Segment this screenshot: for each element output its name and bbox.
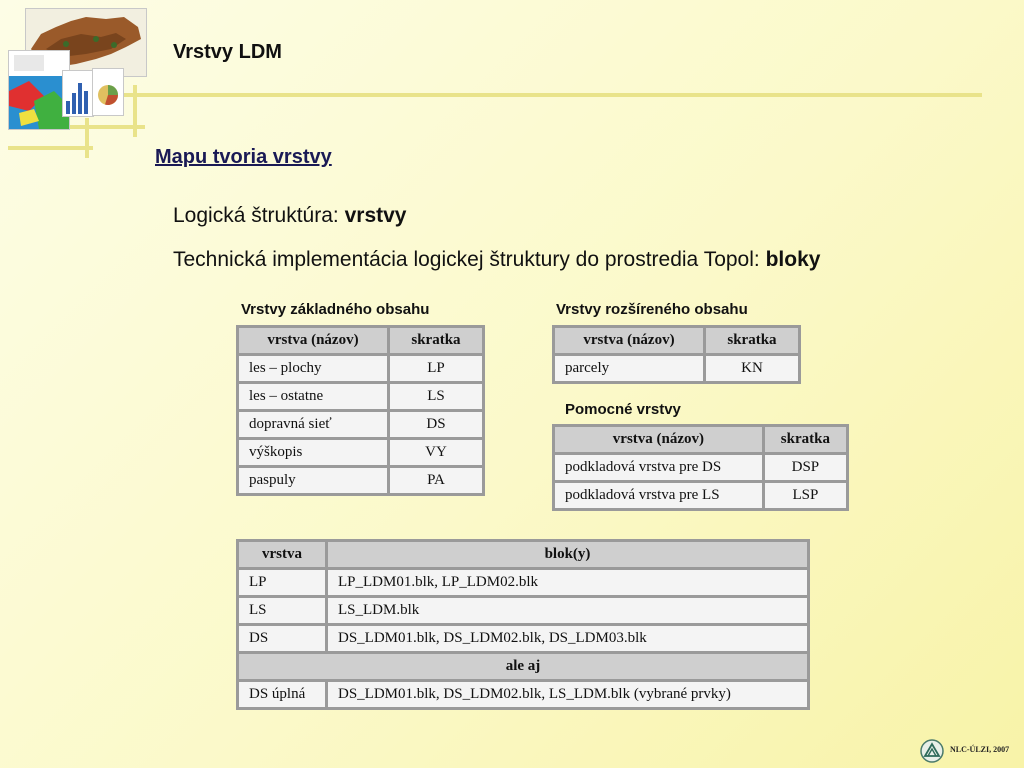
separator-cell: ale aj (239, 654, 807, 679)
decor-line-small (60, 125, 145, 129)
layer-cell: DS (239, 626, 325, 651)
layer-abbr-cell: LS (390, 384, 482, 409)
layer-cell: LP (239, 570, 325, 595)
layer-name-cell: výškopis (239, 440, 387, 465)
blocks-cell: DS_LDM01.blk, DS_LDM02.blk, LS_LDM.blk (vybrané prvky) (328, 682, 807, 707)
table-row (239, 570, 807, 595)
table-header-row (555, 328, 798, 353)
decor-line-vertical (133, 85, 137, 137)
section-heading: Mapu tvoria vrstvy (155, 146, 332, 168)
logical-structure-bold: vrstvy (344, 204, 407, 227)
table-row (239, 412, 482, 437)
technical-implementation-line (173, 248, 820, 272)
extended-layers-table (552, 325, 801, 384)
layer-abbr-cell: LP (390, 356, 482, 381)
auxiliary-layers-caption: Pomocné vrstvy (565, 401, 681, 418)
layer-name-cell: podkladová vrstva pre LS (555, 483, 762, 508)
layer-name-cell: paspuly (239, 468, 387, 493)
layer-name-cell: parcely (555, 356, 703, 381)
blocks-cell: DS_LDM01.blk, DS_LDM02.blk, DS_LDM03.blk (328, 626, 807, 651)
table-row (555, 356, 798, 381)
table-row (555, 455, 846, 480)
layer-abbr-cell: DS (390, 412, 482, 437)
table-row (239, 384, 482, 409)
decor-line-left (8, 146, 93, 150)
layer-name-cell: dopravná sieť (239, 412, 387, 437)
table-row (239, 468, 482, 493)
table-header-row (555, 427, 846, 452)
layer-cell: DS úplná (239, 682, 325, 707)
table-row (555, 483, 846, 508)
basic-layers-table (236, 325, 485, 496)
table-row (239, 682, 807, 707)
layer-abbr-cell: LSP (765, 483, 846, 508)
column-header: vrstva (názov) (239, 328, 387, 353)
bar-chart-thumbnail-icon (62, 70, 94, 117)
technical-implementation-text: Technická implementácia logickej štruktury do prostredia Topol: (173, 248, 766, 271)
column-header: vrstva (239, 542, 325, 567)
extended-layers-caption: Vrstvy rozšíreného obsahu (556, 301, 748, 318)
layer-name-cell: podkladová vrstva pre DS (555, 455, 762, 480)
table-header-row (239, 328, 482, 353)
column-header: skratka (706, 328, 798, 353)
blocks-cell: LS_LDM.blk (328, 598, 807, 623)
pie-chart-thumbnail-icon (92, 68, 124, 116)
table-header-row (239, 542, 807, 567)
layer-cell: LS (239, 598, 325, 623)
page-title: Vrstvy LDM (173, 41, 282, 63)
footer-credit: NLC-ÚLZI, 2007 (950, 745, 1010, 754)
layer-name-cell: les – ostatne (239, 384, 387, 409)
color-map-thumbnail-icon (8, 50, 70, 130)
column-header: vrstva (názov) (555, 427, 762, 452)
table-row (239, 440, 482, 465)
layer-abbr-cell: DSP (765, 455, 846, 480)
column-header: vrstva (názov) (555, 328, 703, 353)
table-separator-row (239, 654, 807, 679)
layer-abbr-cell: PA (390, 468, 482, 493)
column-header: skratka (390, 328, 482, 353)
table-row (239, 356, 482, 381)
auxiliary-layers-table (552, 424, 849, 511)
decor-line-vertical-2 (85, 118, 89, 158)
column-header: skratka (765, 427, 846, 452)
technical-implementation-bold: bloky (765, 248, 821, 271)
layer-abbr-cell: KN (706, 356, 798, 381)
nlc-logo-icon (920, 739, 944, 763)
layer-abbr-cell: VY (390, 440, 482, 465)
logical-structure-line (173, 204, 406, 228)
column-header: blok(y) (328, 542, 807, 567)
blocks-table (236, 539, 810, 710)
logical-structure-text: Logická štruktúra: (173, 204, 345, 227)
table-row (239, 626, 807, 651)
table-row (239, 598, 807, 623)
blocks-cell: LP_LDM01.blk, LP_LDM02.blk (328, 570, 807, 595)
decor-line-top (90, 93, 982, 97)
basic-layers-caption: Vrstvy základného obsahu (241, 301, 430, 318)
layer-name-cell: les – plochy (239, 356, 387, 381)
